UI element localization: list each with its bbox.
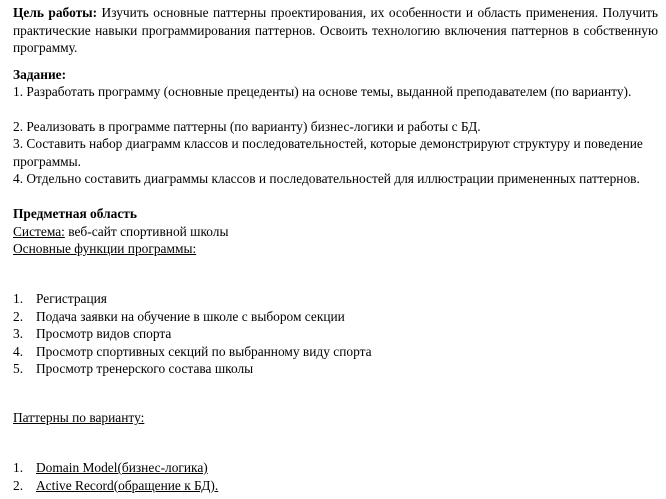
task-item-4: 4. Отдельно составить диаграммы классов и последовательностей для иллюстрации примененных паттернов.: [13, 171, 640, 186]
function-item: [13, 325, 171, 343]
function-item-number: 4.: [13, 343, 24, 359]
pattern-item-number: 1.: [13, 460, 24, 475]
task-item-3: 3. Составить набор диаграмм классов и последовательностей, которые демонстрируют структуру и поведение программы.: [13, 136, 643, 169]
subject-heading: [13, 205, 658, 223]
function-item: [13, 343, 372, 361]
function-item-text: Регистрация: [36, 291, 107, 306]
subject-heading-text: Предметная область: [13, 206, 137, 221]
task-heading: [13, 66, 658, 84]
goal-text: Изучить основные паттерны проектирования, их особенности и область применения. Получить практические навыки программирования паттернов. Освоить технологию включения паттернов в собственную программу.: [13, 5, 658, 55]
system-value: веб-сайт спортивной школы: [64, 224, 229, 239]
function-item-text: Просмотр спортивных секций по выбранному виду спорта: [36, 343, 372, 359]
function-item: [13, 290, 107, 308]
pattern-item-number: 2.: [13, 477, 24, 493]
task-item-1: 1. Разработать программу (основные прецеденты) на основе темы, выданной преподавателем (по варианту).: [13, 84, 632, 99]
function-item-number: 1.: [13, 291, 24, 306]
pattern-item-domain-model: Domain Model(бизнес-логика): [36, 460, 208, 475]
goal-label: Цель работы:: [13, 5, 98, 20]
goal-paragraph: [13, 4, 658, 57]
functions-label-text: Основные функции программы:: [13, 241, 197, 256]
function-item-text: Просмотр видов спорта: [36, 326, 172, 341]
task-heading-text: Задание:: [13, 67, 67, 82]
function-item: [13, 360, 253, 378]
pattern-item-active-record: Active Record(обращение к БД).: [36, 477, 219, 493]
task-item-2: 2. Реализовать в программе паттерны (по варианту) бизнес-логики и работы с БД.: [13, 119, 481, 134]
patterns-heading: [13, 409, 658, 427]
system-line: [13, 223, 658, 241]
system-label: Система:: [13, 224, 65, 239]
function-item-text: Подача заявки на обучение в школе с выбором секции: [36, 308, 345, 324]
pattern-item: [13, 459, 208, 477]
function-item-number: 2.: [13, 308, 24, 324]
function-item-number: 5.: [13, 361, 24, 376]
function-item: [13, 308, 345, 326]
functions-label: [13, 240, 658, 258]
patterns-heading-text: Паттерны по варианту:: [13, 410, 145, 425]
pattern-item: [13, 477, 218, 495]
function-item-number: 3.: [13, 326, 24, 341]
function-item-text: Просмотр тренерского состава школы: [36, 361, 254, 376]
